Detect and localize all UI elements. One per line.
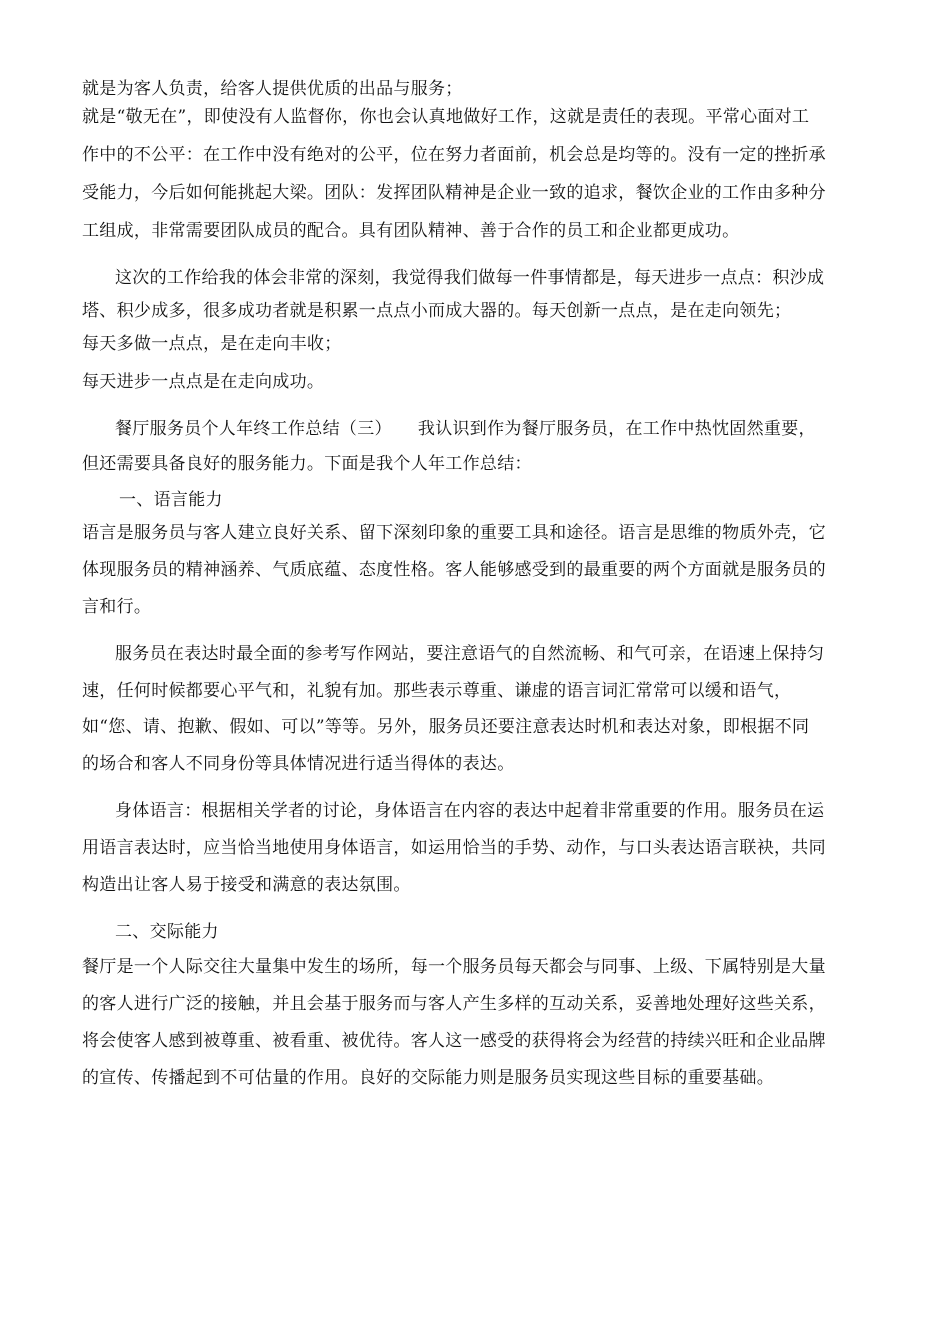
paragraph-summary-intro <box>82 418 862 476</box>
paragraph-experience <box>82 267 862 323</box>
paragraph-harvest <box>82 333 862 356</box>
text-line: 身体语言：根据相关学者的讨论，身体语言在内容的表达中起着非常重要的作用。服务员在运 <box>115 801 825 821</box>
text-line: 如“您、请、抱歉、假如、可以”等等。另外，服务员还要注意表达时机和表达对象，即根据不同 <box>82 717 810 737</box>
text-line: 每天多做一点点，是在走向丰收； <box>82 334 342 354</box>
text-line: 就是“敬无在”，即使没有人监督你，你也会认真地做好工作，这就是责任的表现。平常心面对工 <box>82 107 810 127</box>
section-heading-social <box>82 921 862 944</box>
paragraph-responsibility <box>82 106 862 243</box>
text-line: 餐厅服务员个人年终工作总结（三） 我认识到作为餐厅服务员，在工作中热忱固然重要， <box>115 419 816 439</box>
text-line: 的宣传、传播起到不可估量的作用。良好的交际能力则是服务员实现这些目标的重要基础。 <box>82 1068 774 1088</box>
text-line: 塔、积少成多，很多成功者就是积累一点点小而成大器的。每天创新一点点，是在走向领先； <box>82 301 792 321</box>
paragraph-responsibility-lead <box>82 78 862 101</box>
text-line: 语言是服务员与客人建立良好关系、留下深刻印象的重要工具和途径。语言是思维的物质外壳，它 <box>82 523 826 543</box>
text-line: 二、交际能力 <box>115 922 219 942</box>
text-line: 作中的不公平：在工作中没有绝对的公平，位在努力者面前，机会总是均等的。没有一定的挫折承 <box>82 145 826 165</box>
text-line: 每天进步一点点是在走向成功。 <box>82 372 325 392</box>
text-line: 受能力，今后如何能挑起大梁。团队：发挥团队精神是企业一致的追求，餐饮企业的工作由多种分 <box>82 183 826 203</box>
text-line: 这次的工作给我的体会非常的深刻，我觉得我们做每一件事情都是，每天进步一点点：积沙成 <box>115 268 825 288</box>
text-line: 构造出让客人易于接受和满意的表达氛围。 <box>82 875 411 895</box>
text-line: 的客人进行广泛的接触，并且会基于服务而与客人产生多样的互动关系，妥善地处理好这些关系， <box>82 994 826 1014</box>
document-page <box>82 78 862 1090</box>
paragraph-success <box>82 371 862 394</box>
text-line: 将会使客人感到被尊重、被看重、被优待。客人这一感受的获得将会为经营的持续兴旺和企业品牌 <box>82 1031 826 1051</box>
text-line: 但还需要具备良好的服务能力。下面是我个人年工作总结： <box>82 454 532 474</box>
text-line: 言和行。 <box>82 597 152 617</box>
text-line: 速，任何时候都要心平气和，礼貌有加。那些表示尊重、谦虚的语言词汇常常可以缓和语气， <box>82 681 792 701</box>
paragraph-polite-words <box>82 716 862 776</box>
paragraph-body-language <box>82 800 862 897</box>
text-line: 的场合和客人不同身份等具体情况进行适当得体的表达。 <box>82 754 515 774</box>
paragraph-language <box>82 522 862 619</box>
text-line: 服务员在表达时最全面的参考写作网站，要注意语气的自然流畅、和气可亲，在语速上保持匀 <box>115 644 825 664</box>
text-line: 用语言表达时，应当恰当地使用身体语言，如运用恰当的手势、动作，与口头表达语言联袂，共同 <box>82 838 826 858</box>
text-line: 体现服务员的精神涵养、气质底蕴、态度性格。客人能够感受到的最重要的两个方面就是服务员的 <box>82 560 826 580</box>
text-line: 一、语言能力 <box>119 490 223 510</box>
text-line: 餐厅是一个人际交往大量集中发生的场所，每一个服务员每天都会与同事、上级、下属特别是大量 <box>82 957 826 977</box>
paragraph-expression <box>82 643 862 703</box>
paragraph-social <box>82 956 862 1090</box>
text-line: 工组成，非常需要团队成员的配合。具有团队精神、善于合作的员工和企业都更成功。 <box>82 221 740 241</box>
text-line: 就是为客人负责，给客人提供优质的出品与服务； <box>82 79 463 99</box>
section-heading-language <box>82 489 862 512</box>
